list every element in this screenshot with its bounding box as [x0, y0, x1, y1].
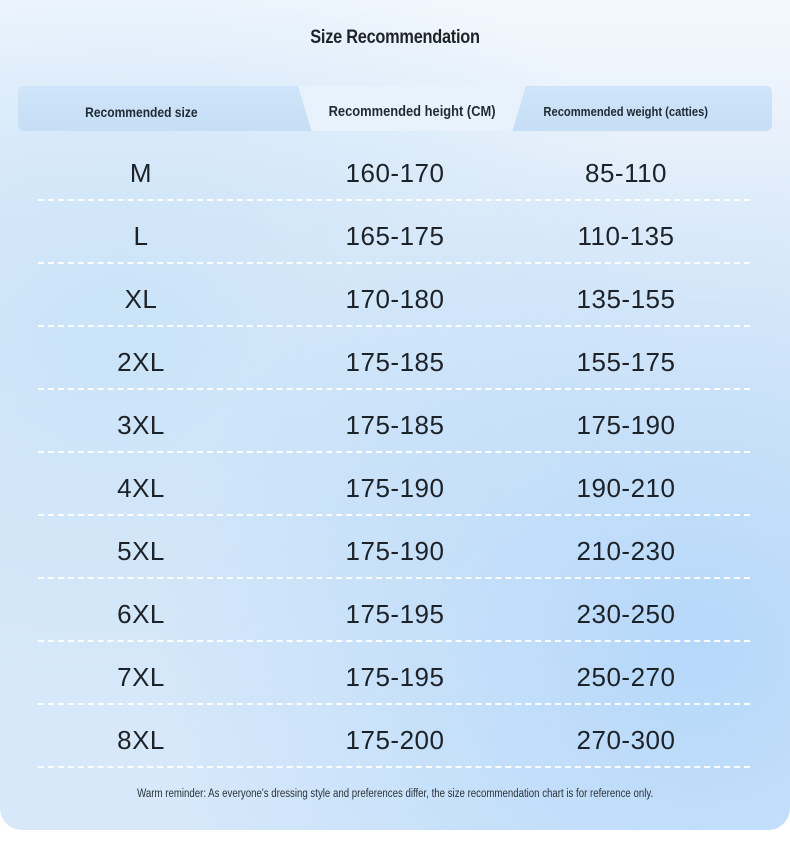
column-header-height: Recommended height (CM)	[328, 103, 496, 120]
size-table-body	[0, 137, 790, 767]
table-row	[0, 452, 790, 515]
size-cell: M	[129, 158, 153, 188]
size-cell: 4XL	[117, 473, 165, 503]
size-cell: 7XL	[117, 662, 165, 692]
weight-cell: 250-270	[576, 662, 676, 692]
height-cell: 175-190	[345, 473, 445, 503]
weight-cell: 175-190	[576, 410, 676, 440]
table-row	[0, 389, 790, 452]
height-cell: 175-195	[345, 662, 445, 692]
page-title: Size Recommendation	[310, 27, 480, 48]
height-cell: 175-185	[345, 347, 445, 377]
height-cell: 175-190	[345, 536, 445, 566]
column-header-size: Recommended size	[84, 104, 198, 120]
size-cell: L	[133, 221, 149, 251]
table-header	[18, 86, 772, 131]
table-row	[0, 515, 790, 578]
size-cell: 3XL	[117, 410, 165, 440]
weight-cell: 110-135	[577, 221, 675, 251]
size-cell: 5XL	[117, 536, 165, 566]
size-cell: 2XL	[117, 347, 165, 377]
table-row	[0, 200, 790, 263]
height-cell: 175-185	[345, 410, 445, 440]
weight-cell: 85-110	[584, 158, 668, 188]
weight-cell: 190-210	[576, 473, 676, 503]
table-row	[0, 263, 790, 326]
row-divider	[38, 766, 750, 768]
table-row	[0, 137, 790, 200]
warm-reminder-note: Warm reminder: As everyone's dressing style and preferences differ, the size recommendation chart is for reference only.	[136, 788, 654, 800]
column-header-weight: Recommended weight (catties)	[543, 104, 709, 119]
size-cell: XL	[124, 284, 158, 314]
table-row	[0, 704, 790, 767]
weight-cell: 135-155	[576, 284, 676, 314]
size-cell: 8XL	[117, 725, 165, 755]
height-cell: 170-180	[345, 284, 445, 314]
table-row	[0, 578, 790, 641]
size-cell: 6XL	[117, 599, 165, 629]
height-cell: 175-200	[345, 725, 445, 755]
weight-cell: 155-175	[576, 347, 676, 377]
weight-cell: 210-230	[576, 536, 676, 566]
height-cell: 165-175	[345, 221, 445, 251]
height-cell: 160-170	[345, 158, 445, 188]
table-row	[0, 641, 790, 704]
weight-cell: 230-250	[576, 599, 676, 629]
height-cell: 175-195	[345, 599, 445, 629]
weight-cell: 270-300	[576, 725, 676, 755]
table-row	[0, 326, 790, 389]
